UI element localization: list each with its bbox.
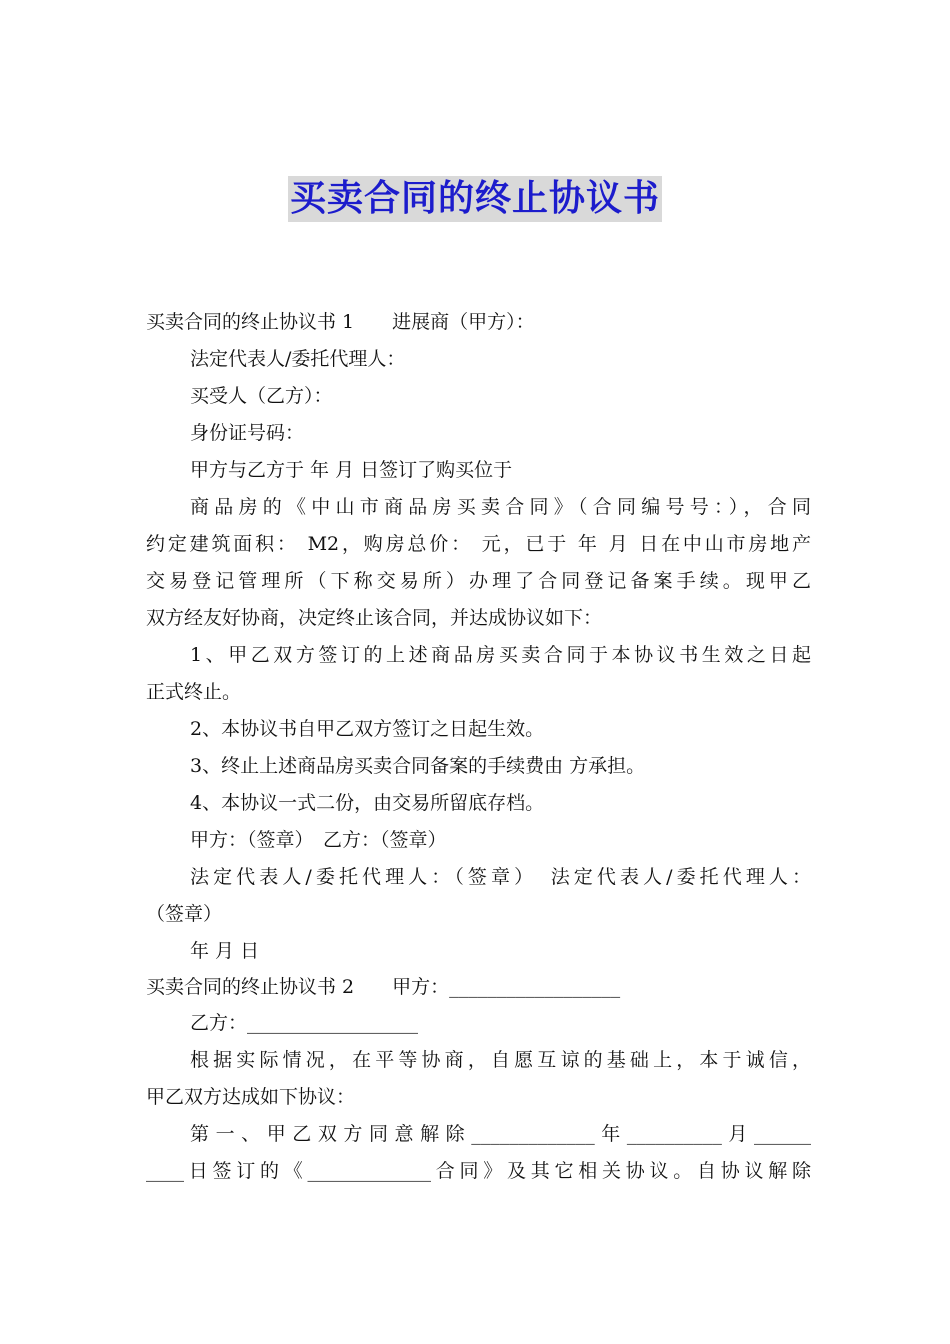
paragraph-line: 1、甲乙双方签订的上述商品房买卖合同于本协议书生效之日起	[190, 644, 811, 666]
paragraph-line: 身份证号码：	[190, 422, 305, 444]
paragraph-line: 法定代表人/委托代理人：	[190, 348, 406, 370]
paragraph-line: 根据实际情况，在平等协商，自愿互谅的基础上，本于诚信，	[190, 1049, 811, 1071]
document-body	[146, 304, 811, 1190]
paragraph-line: 商品房的《中山市商品房买卖合同》（合同编号号：），合同	[190, 496, 811, 518]
paragraph-line: 3、终止上述商品房买卖合同备案的手续费由 方承担。	[190, 755, 646, 777]
paragraph-line: 约定建筑面积： M2，购房总价： 元，已于 年 月 日在中山市房地产	[146, 533, 811, 555]
paragraph-line: 买卖合同的终止协议书 2 甲方：__________________	[146, 976, 621, 998]
paragraph-line: 买受人（乙方）：	[190, 385, 333, 407]
paragraph-line: 2、本协议书自甲乙双方签订之日起生效。	[190, 718, 545, 740]
document-title: 买卖合同的终止协议书	[288, 176, 662, 222]
paragraph-line: 4、本协议一式二份，由交易所留底存档。	[190, 792, 545, 814]
paragraph-line: 甲方：（签章） 乙方：（签章）	[190, 829, 447, 851]
paragraph-line: 买卖合同的终止协议书 1 进展商（甲方）：	[146, 311, 535, 333]
paragraph-line: 双方经友好协商，决定终止该合同，并达成协议如下：	[146, 607, 603, 629]
paragraph-line: 交易登记管理所（下称交易所）办理了合同登记备案手续。现甲乙	[146, 570, 811, 592]
paragraph-line: ____日签订的《_____________合同》及其它相关协议。自协议解除	[146, 1160, 811, 1182]
paragraph-line: 甲方与乙方于 年 月 日签订了购买位于	[190, 459, 513, 481]
paragraph-line: 法定代表人/委托代理人：（签章） 法定代表人/委托代理人：	[190, 866, 811, 888]
paragraph-line: 年 月 日	[190, 940, 260, 962]
paragraph-line: 乙方：__________________	[190, 1012, 419, 1034]
title-area	[0, 176, 950, 222]
paragraph-line: 正式终止。	[146, 681, 242, 703]
paragraph-line: 第一、甲乙双方同意解除_____________年__________月______	[190, 1123, 811, 1145]
paragraph-line: （签章）	[146, 903, 223, 925]
paragraph-line: 甲乙双方达成如下协议：	[146, 1086, 356, 1108]
